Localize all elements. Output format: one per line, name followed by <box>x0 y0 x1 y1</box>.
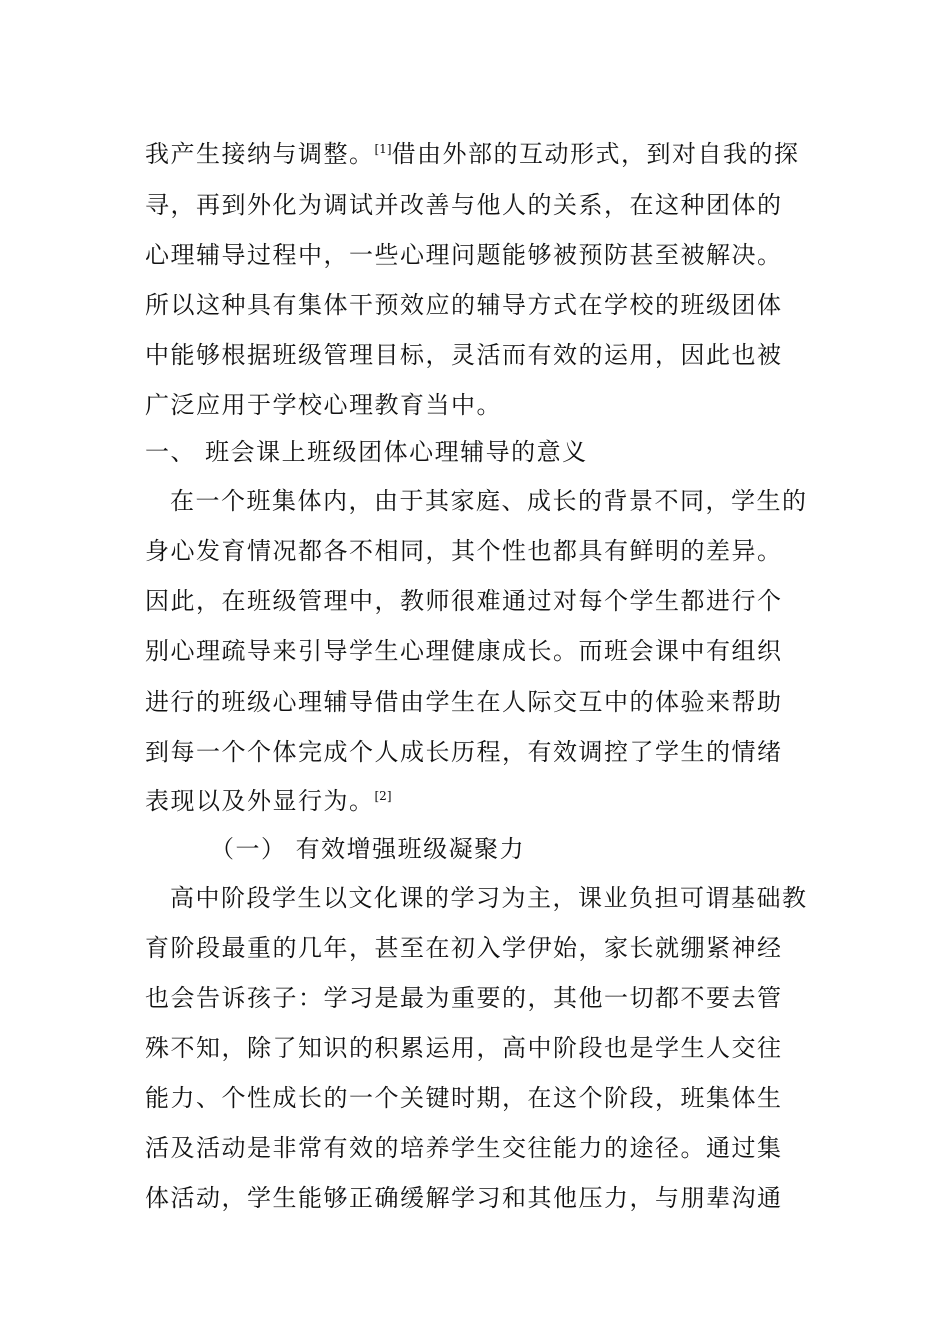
text-run: 我产生接纳与调整。 <box>145 140 375 168</box>
paragraph-3-line-3: 也会告诉孩子：学习是最为重要的，其他一切都不要去管 <box>145 984 783 1012</box>
subsection-heading-1: （一） 有效增强班级凝聚力 <box>210 835 526 863</box>
text-run: 表现以及外显行为。 <box>145 787 375 815</box>
citation-ref-2: [2] <box>374 789 392 803</box>
paragraph-2-line-5: 进行的班级心理辅导借由学生在人际交互中的体验来帮助 <box>145 688 783 716</box>
paragraph-2-line-2: 身心发育情况都各不相同，其个性也都具有鲜明的差异。 <box>145 537 783 565</box>
paragraph-2-line-6: 到每一个个体完成个人成长历程，有效调控了学生的情绪 <box>145 738 783 766</box>
paragraph-3-line-4: 殊不知，除了知识的积累运用，高中阶段也是学生人交往 <box>145 1034 783 1062</box>
paragraph-2-line-3: 因此，在班级管理中，教师很难通过对每个学生都进行个 <box>145 587 783 615</box>
section-heading-1: 一、 班会课上班级团体心理辅导的意义 <box>145 438 588 466</box>
paragraph-3-line-5: 能力、个性成长的一个关键时期，在这个阶段，班集体生 <box>145 1084 783 1112</box>
paragraph-2-line-4: 别心理疏导来引导学生心理健康成长。而班会课中有组织 <box>145 637 783 665</box>
paragraph-2-line-7 <box>145 786 825 816</box>
paragraph-1-line-2: 寻，再到外化为调试并改善与他人的关系，在这种团体的 <box>145 191 783 219</box>
citation-ref-1: [1] <box>374 142 392 156</box>
paragraph-3-line-2: 育阶段最重的几年，甚至在初入学伊始，家长就绷紧神经 <box>145 934 783 962</box>
paragraph-1-line-1 <box>145 139 825 169</box>
paragraph-3-line-6: 活及活动是非常有效的培养学生交往能力的途径。通过集 <box>145 1134 783 1162</box>
paragraph-1-line-6: 广泛应用于学校心理教育当中。 <box>145 391 502 419</box>
paragraph-1-line-5: 中能够根据班级管理目标，灵活而有效的运用，因此也被 <box>145 341 783 369</box>
paragraph-1-line-3: 心理辅导过程中，一些心理问题能够被预防甚至被解决。 <box>145 241 783 269</box>
paragraph-3-line-7: 体活动，学生能够正确缓解学习和其他压力，与朋辈沟通 <box>145 1184 783 1212</box>
paragraph-1-line-4: 所以这种具有集体干预效应的辅导方式在学校的班级团体 <box>145 291 783 319</box>
text-run: 借由外部的互动形式，到对自我的探 <box>391 140 800 168</box>
paragraph-3-line-1: 高中阶段学生以文化课的学习为主，课业负担可谓基础教 <box>170 884 808 912</box>
paragraph-2-line-1: 在一个班集体内，由于其家庭、成长的背景不同，学生的 <box>170 487 808 515</box>
